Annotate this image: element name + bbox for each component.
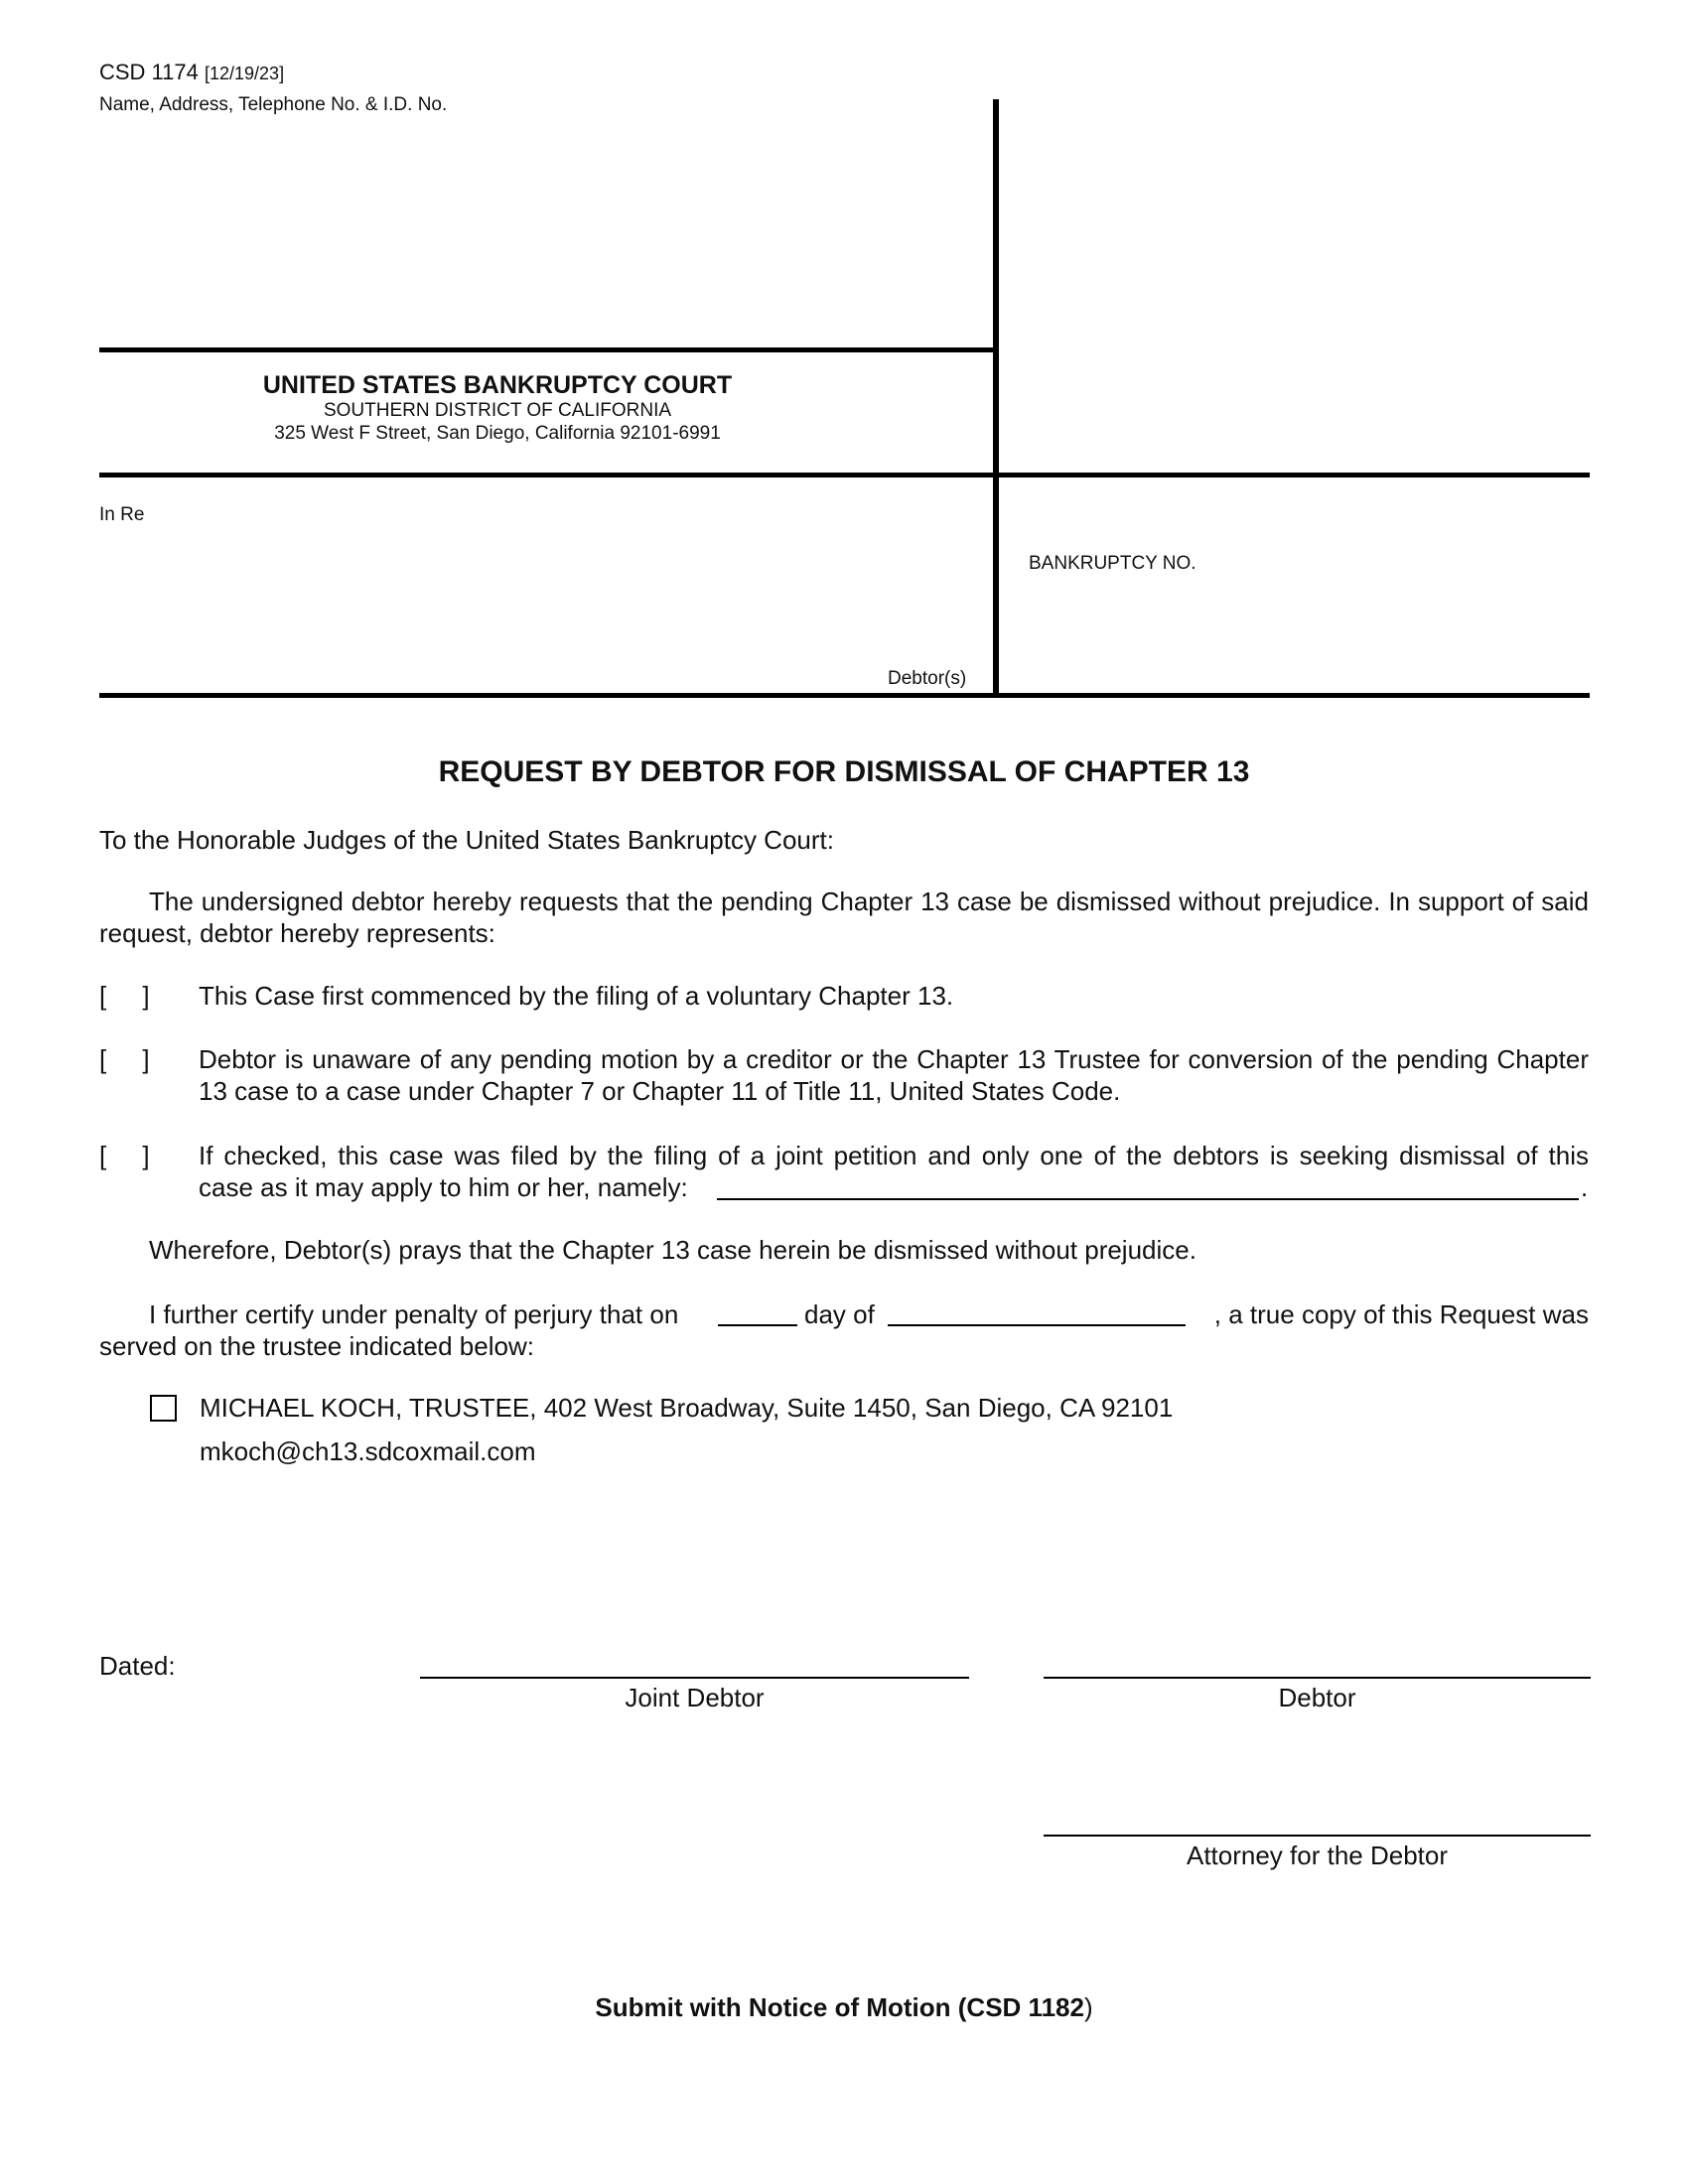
- court-district: SOUTHERN DISTRICT OF CALIFORNIA: [323, 400, 672, 421]
- footer-note-bold: Submit with Notice of Motion (CSD 1182: [595, 1992, 1084, 2022]
- trustee-checkbox[interactable]: [150, 1395, 177, 1422]
- wherefore-paragraph: Wherefore, Debtor(s) prays that the Chapter 13 case herein be dismissed without prejudice.: [149, 1235, 1196, 1265]
- item-3-text-line2: case as it may apply to him or her, namely:: [199, 1172, 688, 1202]
- namely-input-line[interactable]: [717, 1198, 1579, 1200]
- name-address-label: Name, Address, Telephone No. & I.D. No.: [99, 94, 448, 115]
- intro-paragraph: The undersigned debtor hereby requests that the pending Chapter 13 case be dismissed without prejudice. In support of said request, debtor hereby represents:: [99, 887, 1589, 948]
- dated-label: Dated:: [99, 1651, 176, 1681]
- certify-day-line[interactable]: [718, 1324, 797, 1326]
- item-1-checkbox[interactable]: [ ]: [99, 981, 150, 1011]
- attorney-signature-line[interactable]: [1044, 1835, 1591, 1837]
- court-block: [234, 371, 761, 445]
- joint-debtor-label: Joint Debtor: [625, 1683, 765, 1712]
- item-1-text: This Case first commenced by the filing of a voluntary Chapter 13.: [199, 981, 954, 1011]
- debtor-signature-line[interactable]: [1044, 1677, 1591, 1679]
- item-2-text: Debtor is unaware of any pending motion by a creditor or the Chapter 13 Trustee for conversion of the pending Chapter 13 case to a case under Chapter 7 or Chapter 11 of Title 11, United States Code.: [199, 1044, 1589, 1106]
- footer-note-paren: ): [1083, 1992, 1093, 2022]
- court-name: UNITED STATES BANKRUPTCY COURT: [262, 371, 733, 399]
- footer-note: [99, 1991, 1589, 2023]
- item-3-text-line1: If checked, this case was filed by the filing of a joint petition and only one of the debtors is seeking dismissal of this: [199, 1141, 1589, 1170]
- caption-line-bottom: [99, 693, 1590, 698]
- certify-line2: served on the trustee indicated below:: [99, 1331, 534, 1361]
- trustee-info: MICHAEL KOCH, TRUSTEE, 402 West Broadway, Suite 1450, San Diego, CA 92101: [200, 1393, 1174, 1423]
- salutation: To the Honorable Judges of the United States Bankruptcy Court:: [99, 825, 834, 855]
- certify-part2: day of: [804, 1299, 875, 1329]
- certify-part1: I further certify under penalty of perjury that on: [149, 1299, 679, 1329]
- item-2-checkbox[interactable]: [ ]: [99, 1044, 150, 1074]
- certify-part3: , a true copy of this Request was: [1213, 1299, 1589, 1329]
- item-3-checkbox[interactable]: [ ]: [99, 1141, 150, 1170]
- caption-line-middle: [99, 473, 1590, 478]
- bankruptcy-no-label: BANKRUPTCY NO.: [1029, 553, 1196, 574]
- in-re-label: In Re: [99, 504, 145, 525]
- trustee-email: mkoch@ch13.sdcoxmail.com: [200, 1436, 536, 1466]
- debtor-label: Debtor: [1278, 1683, 1356, 1712]
- debtors-label: Debtor(s): [888, 668, 967, 689]
- certify-month-line[interactable]: [888, 1324, 1186, 1326]
- form-date: [12/19/23]: [205, 64, 285, 83]
- attorney-label: Attorney for the Debtor: [1186, 1841, 1449, 1870]
- caption-line-top: [99, 347, 999, 352]
- form-id-line: [99, 60, 284, 86]
- court-address: 325 West F Street, San Diego, California 92101-6991: [274, 423, 721, 444]
- namely-period: .: [1581, 1172, 1589, 1202]
- form-id: CSD 1174: [99, 60, 199, 84]
- page-title: REQUEST BY DEBTOR FOR DISMISSAL OF CHAPTER 13: [438, 755, 1250, 788]
- joint-debtor-signature-line[interactable]: [420, 1677, 969, 1679]
- caption-vertical-divider: [993, 99, 999, 697]
